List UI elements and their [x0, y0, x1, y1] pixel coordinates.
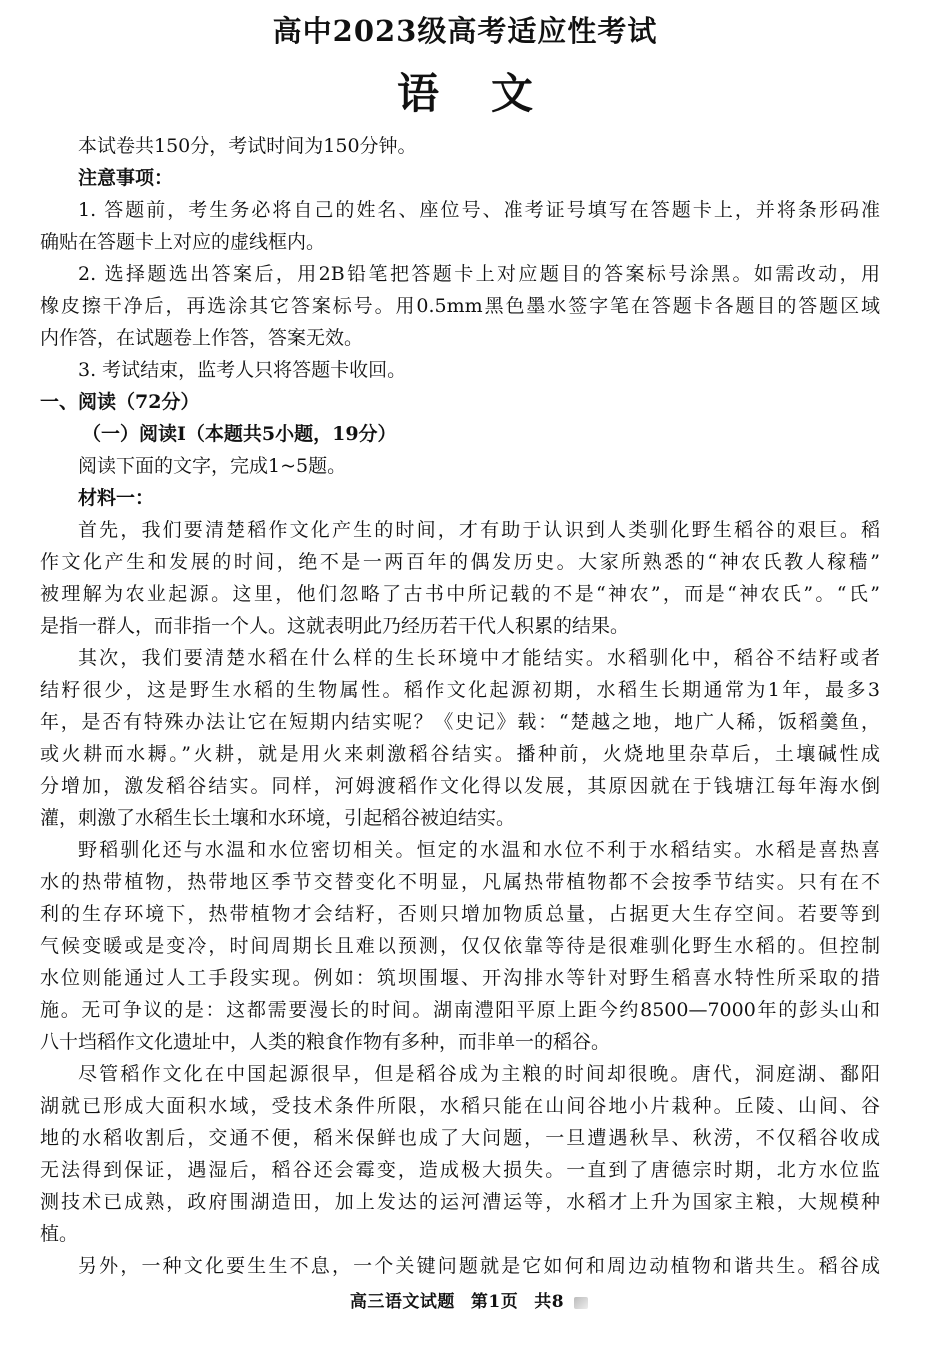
paragraph-line: 作文化产生和发展的时间，绝不是一两百年的偶发历史。大家所熟悉的“神农氏教人稼穑”	[40, 551, 880, 573]
paragraph-line: 地的水稻收割后，交通不便，稻米保鲜也成了大问题，一旦遭遇秋旱、秋涝，不仅稻谷收成	[40, 1127, 880, 1149]
paragraph-line: 无法得到保证，遇湿后，稻谷还会霉变，造成极大损失。一直到了唐德宗时期，北方水位监	[40, 1159, 880, 1181]
paragraph-line: 其次，我们要清楚水稻在什么样的生长环境中才能结实。水稻驯化中，稻谷不结籽或者	[78, 647, 880, 669]
paragraph-line: 施。无可争议的是：这都需要漫长的时间。湖南澧阳平原上距今约8500—7000年的彭头山和	[40, 999, 880, 1021]
paragraph-line: 被理解为农业起源。这里，他们忽略了古书中所记载的不是“神农”，而是“神农氏”。“氏”	[40, 583, 880, 605]
note-1-line-1: 1. 答题前，考生务必将自己的姓名、座位号、准考证号填写在答题卡上，并将条形码准	[78, 199, 880, 221]
reading-instruction: 阅读下面的文字，完成1~5题。	[78, 455, 347, 477]
paragraph-line: 灌，刺激了水稻生长土壤和水环境，引起稻谷被迫结实。	[40, 807, 516, 829]
subject-char-2: 文	[491, 69, 534, 118]
score-time-line: 本试卷共150分，考试时间为150分钟。	[78, 135, 417, 157]
paragraph-line: 首先，我们要清楚稻作文化产生的时间，才有助于认识到人类驯化野生稻谷的艰巨。稻	[78, 519, 880, 541]
paragraph-line: 水位则能通过人工手段实现。例如：筑坝围堰、开沟排水等针对野生稻喜水特性所采取的措	[40, 967, 880, 989]
section-subheading: （一）阅读Ⅰ（本题共5小题，19分）	[82, 423, 397, 445]
paragraph-line: 水的热带植物，热带地区季节交替变化不明显，凡属热带植物都不会按季节结实。只有在不	[40, 871, 880, 893]
subject-title	[0, 68, 930, 120]
paragraph-1	[40, 514, 880, 642]
note-2-line-3: 内作答，在试题卷上作答，答案无效。	[40, 327, 364, 349]
scan-smudge	[574, 1297, 588, 1309]
paragraph-3	[40, 834, 880, 1058]
note-1-line-2: 确贴在答题卡上对应的虚线框内。	[40, 231, 326, 253]
paragraph-line: 是指一群人，而非指一个人。这就表明此乃经历若干代人积累的结果。	[40, 615, 630, 637]
paragraph-line: 气候变暖或是变冷，时间周期长且难以预测，仅仅依靠等待是很难驯化野生水稻的。但控制	[40, 935, 880, 957]
paragraph-line: 利的生存环境下，热带植物才会结籽，否则只增加物质总量，占据更大生存空间。若要等到	[40, 903, 880, 925]
paragraph-line: 或火耕而水耨。”火耕，就是用火来刺激稻谷结实。播种前，火烧地里杂草后，土壤碱性成	[40, 743, 880, 765]
material-label: 材料一：	[78, 487, 155, 509]
paragraph-2	[40, 642, 880, 834]
note-2-line-1: 2. 选择题选出答案后，用2B铅笔把答题卡上对应题目的答案标号涂黑。如需改动，用	[78, 263, 880, 285]
footer-page: 第1页	[470, 1292, 519, 1312]
paragraph-line: 年，是否有特殊办法让它在短期内结实呢？《史记》载：“楚越之地，地广人稀，饭稻羹鱼，	[40, 711, 880, 733]
paragraph-line: 尽管稻作文化在中国起源很早，但是稻谷成为主粮的时间却很晚。唐代，洞庭湖、鄱阳	[78, 1063, 880, 1085]
paragraph-4	[40, 1058, 880, 1250]
paragraph-line: 另外，一种文化要生生不息，一个关键问题就是它如何和周边动植物和谐共生。稻谷成	[78, 1255, 880, 1277]
notes-heading: 注意事项：	[78, 167, 174, 189]
note-2-line-2: 橡皮擦干净后，再选涂其它答案标号。用0.5mm黑色墨水签字笔在答题卡各题目的答题区域	[40, 295, 880, 317]
note-3: 3. 考试结束，监考人只将答题卡收回。	[78, 359, 407, 381]
paragraph-line: 结籽很少，这是野生水稻的生物属性。稻作文化起源初期，水稻生长期通常为1年，最多3	[40, 679, 880, 701]
exam-body	[40, 130, 880, 1282]
paragraph-line: 八十垱稻作文化遗址中，人类的粮食作物有多种，而非单一的稻谷。	[40, 1031, 611, 1053]
exam-title: 高中2023级高考适应性考试	[272, 14, 658, 48]
paragraph-line: 野稻驯化还与水温和水位密切相关。恒定的水温和水位不利于水稻结实。水稻是喜热喜	[78, 839, 880, 861]
paragraph-line: 植。	[40, 1223, 79, 1245]
paragraph-line: 测技术已成熟，政府围湖造田，加上发达的运河漕运等，水稻才上升为国家主粮，大规模种	[40, 1191, 880, 1213]
footer-total: 共8	[534, 1292, 565, 1312]
section-heading: 一、阅读（72分）	[40, 391, 200, 413]
footer-title: 高三语文试题	[349, 1292, 455, 1312]
paragraph-line: 分增加，激发稻谷结实。同样，河姆渡稻作文化得以发展，其原因就在于钱塘江每年海水倒	[40, 775, 880, 797]
page-footer	[0, 1290, 930, 1314]
paragraph-line: 湖就已形成大面积水域，受技术条件所限，水稻只能在山间谷地小片栽种。丘陵、山间、谷	[40, 1095, 880, 1117]
paragraph-5	[40, 1250, 880, 1282]
subject-char-1: 语	[396, 69, 439, 118]
